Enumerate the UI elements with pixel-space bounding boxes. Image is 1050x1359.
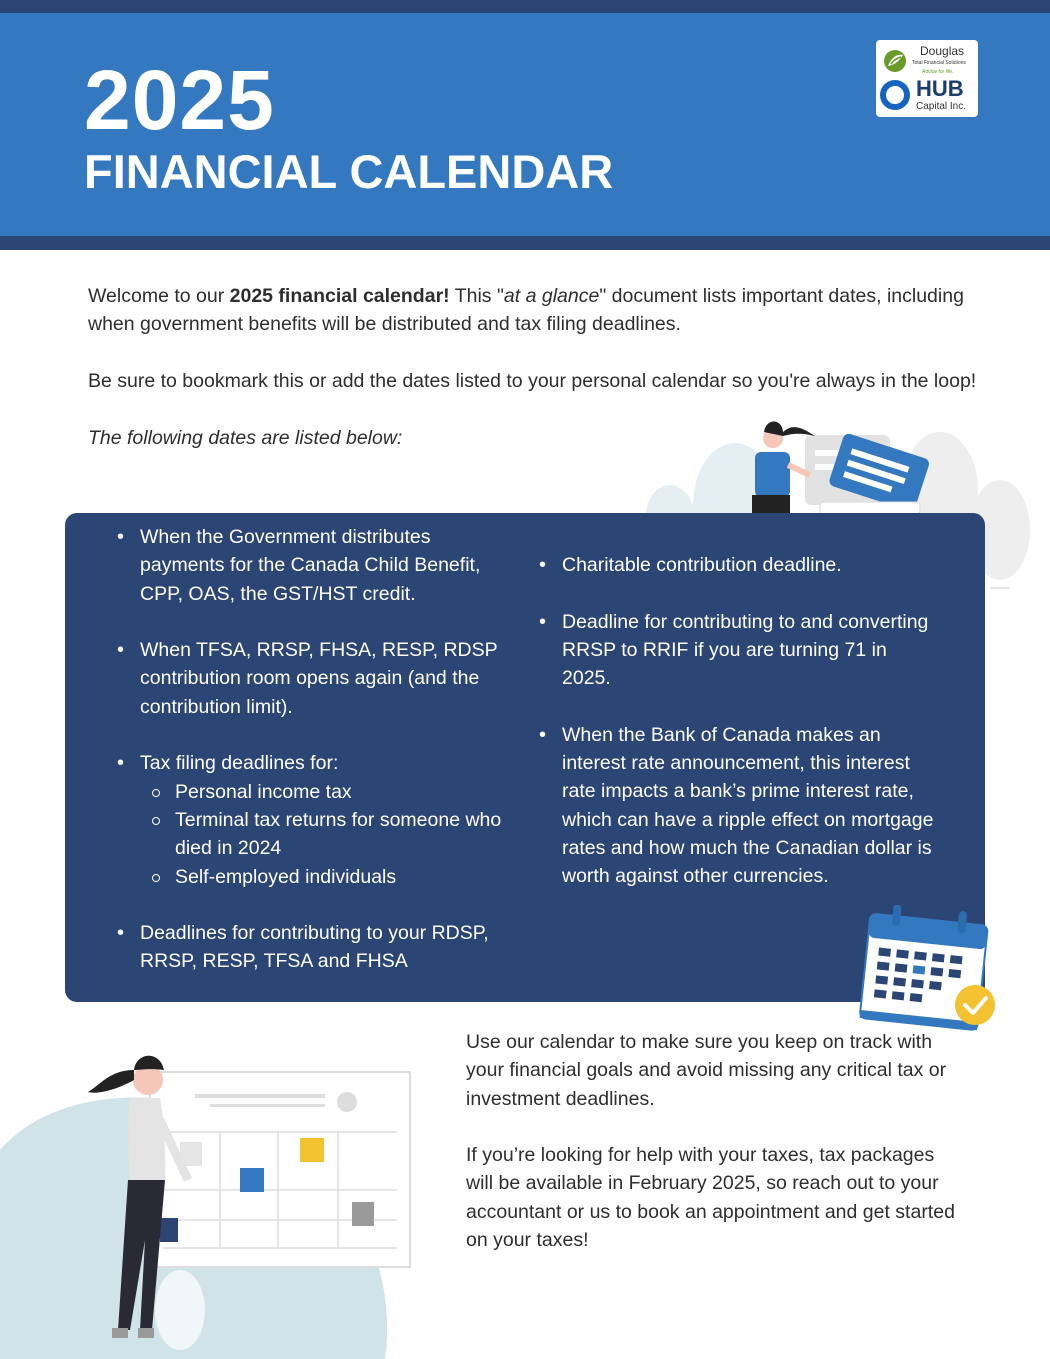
intro-paragraph-3: The following dates are listed below: xyxy=(88,427,403,449)
calendar-check-icon xyxy=(855,905,1005,1040)
dates-list-left xyxy=(117,523,517,1004)
douglas-leaf-icon xyxy=(882,48,908,74)
list-item: • When TFSA, RRSP, FHSA, RESP, RDSP contribution room opens again (and the contribution limit). xyxy=(117,636,517,721)
list-item: • When the Bank of Canada makes an interest rate announcement, this interest rate impacts a bank’s prime interest rate, which can have a ripple effect on mortgage rates and how much the Canadian dollar is worth against other currencies. xyxy=(539,721,939,891)
header-banner xyxy=(0,0,1050,250)
header-bottom-bar xyxy=(0,236,1050,250)
page-year: 2025 xyxy=(84,53,275,147)
list-item: • Tax filing deadlines for: Personal income tax Terminal tax returns for someone who died in 2024 Self-employed individuals xyxy=(117,749,517,890)
dates-panel xyxy=(65,513,985,1002)
dates-list-right xyxy=(539,551,939,919)
intro-paragraph-1: Welcome to our 2025 financial calendar! This "at a glance" document lists important dates, including when government benefits will be distributed and tax filing deadlines. xyxy=(88,285,964,335)
intro-paragraph-2: Be sure to bookmark this or add the dates listed to your personal calendar so you're always in the loop! xyxy=(88,370,977,392)
list-item: • Deadline for contributing to and converting RRSP to RRIF if you are turning 71 in 2025. xyxy=(539,608,939,693)
logo-hub: HUB xyxy=(916,76,964,101)
outro-text xyxy=(466,1028,966,1283)
woman-calendar-illustration xyxy=(0,1040,430,1359)
header-top-bar xyxy=(0,0,1050,13)
sublist-item: Personal income tax xyxy=(140,778,517,806)
page-title: FINANCIAL CALENDAR xyxy=(84,145,614,198)
list-item: • Charitable contribution deadline. xyxy=(539,551,939,579)
company-logo xyxy=(876,40,978,117)
hub-ring-icon xyxy=(880,80,910,110)
logo-capital: Capital Inc. xyxy=(916,101,967,112)
outro-paragraph-1: Use our calendar to make sure you keep on track with your financial goals and avoid missing any critical tax or investment deadlines. xyxy=(466,1031,947,1110)
sublist-item: Terminal tax returns for someone who died in 2024 xyxy=(140,806,517,863)
tax-deadline-sublist xyxy=(140,778,517,891)
sublist-item: Self-employed individuals xyxy=(140,863,517,891)
list-item: • Deadlines for contributing to your RDSP, RRSP, RESP, TFSA and FHSA xyxy=(117,919,517,976)
list-item: • When the Government distributes payments for the Canada Child Benefit, CPP, OAS, the GST/HST credit. xyxy=(117,523,517,608)
logo-name: Douglas xyxy=(920,44,965,58)
outro-paragraph-2: If you’re looking for help with your taxes, tax packages will be available in February 2025, so reach out to your accountant or us to book an appointment and get started on your taxes! xyxy=(466,1144,955,1252)
logo-slogan: Advice for life. xyxy=(922,69,954,75)
logo-tagline: Total Financial Solutions xyxy=(912,60,966,66)
